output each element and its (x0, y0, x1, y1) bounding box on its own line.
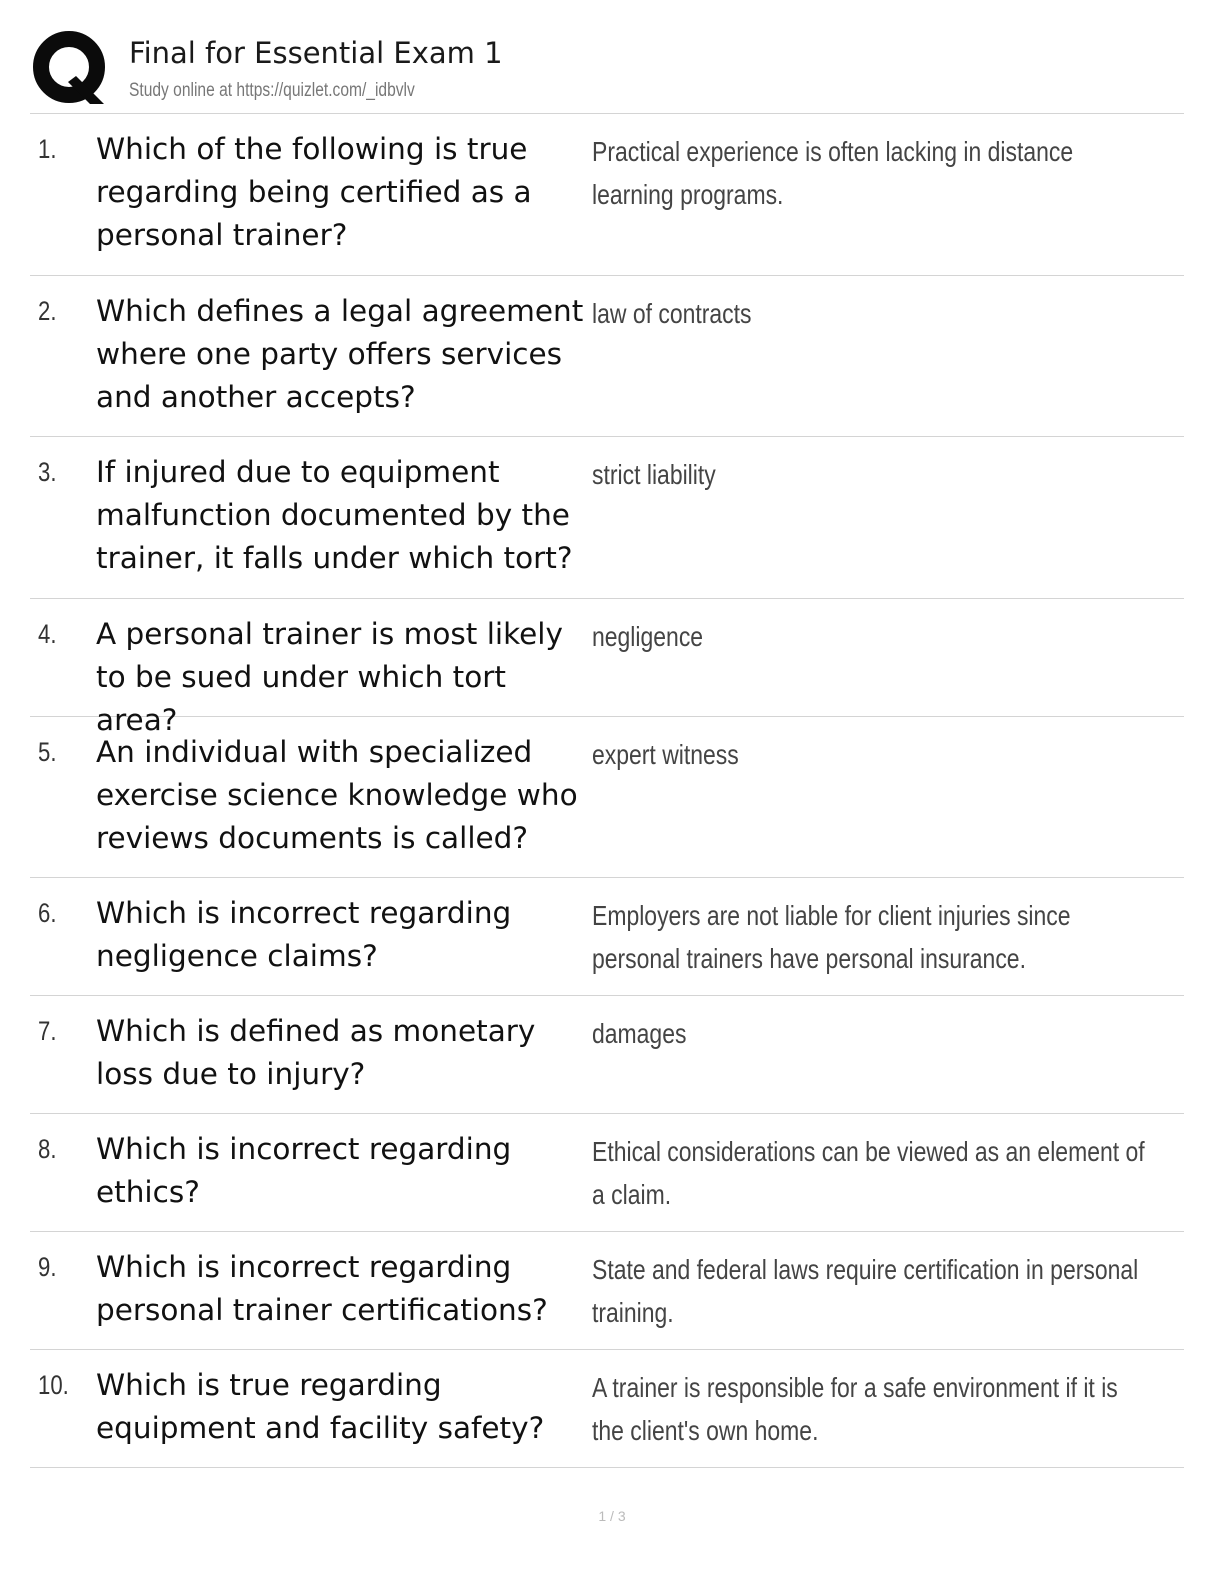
card-number: 8. (38, 1134, 57, 1164)
flashcard-row (30, 717, 1184, 878)
page-number: 1 / 3 (598, 1508, 626, 1524)
flashcard-row (30, 996, 1184, 1114)
card-number: 7. (38, 1016, 57, 1046)
card-definition: strict liability (592, 459, 716, 490)
card-number: 1. (38, 134, 57, 164)
flashcard-row (30, 437, 1184, 599)
flashcard-row (30, 1232, 1184, 1350)
card-number: 10. (38, 1370, 69, 1400)
card-definition: expert witness (592, 739, 739, 770)
card-term: Which of the following is true regarding being certified as a personal trainer? (96, 132, 532, 252)
study-online-link[interactable]: Study online at https://quizlet.com/_idbvlv (129, 80, 415, 101)
card-number: 6. (38, 898, 57, 928)
card-definition: negligence (592, 621, 704, 652)
card-term: Which is true regarding equipment and facility safety? (96, 1368, 545, 1445)
flashcard-row (30, 114, 1184, 276)
card-term: Which is defined as monetary loss due to injury? (96, 1014, 536, 1091)
card-definition: State and federal laws require certification in personal training. (592, 1254, 1139, 1328)
card-term: If injured due to equipment malfunction documented by the trainer, it falls under which tort? (96, 455, 573, 575)
set-title: Final for Essential Exam 1 (129, 36, 503, 70)
flashcard-list (30, 114, 1184, 1468)
card-number: 9. (38, 1252, 57, 1282)
card-term: Which is incorrect regarding ethics? (96, 1132, 512, 1209)
card-term: Which is incorrect regarding personal trainer certifications? (96, 1250, 548, 1327)
flashcard-row (30, 599, 1184, 737)
card-number: 4. (38, 619, 57, 649)
card-term: Which is incorrect regarding negligence claims? (96, 896, 512, 973)
flashcard-row (30, 1350, 1184, 1468)
flashcard-row (30, 1114, 1184, 1232)
flashcard-row (30, 878, 1184, 996)
card-number: 5. (38, 737, 57, 767)
card-term: Which defines a legal agreement where one party offers services and another accepts? (96, 294, 584, 414)
card-term: An individual with specialized exercise science knowledge who reviews documents is called? (96, 735, 578, 855)
card-term: A personal trainer is most likely to be sued under which tort area? (96, 617, 563, 737)
card-definition: Employers are not liable for client injuries since personal trainers have personal insurance. (592, 900, 1071, 974)
flashcard-row (30, 276, 1184, 437)
card-number: 2. (38, 296, 57, 326)
card-number: 3. (38, 457, 57, 487)
card-definition: Ethical considerations can be viewed as an element of a claim. (592, 1136, 1145, 1210)
card-definition: law of contracts (592, 298, 752, 329)
page-header (30, 28, 1186, 114)
card-definition: Practical experience is often lacking in distance learning programs. (592, 136, 1074, 210)
quizlet-logo-icon (32, 30, 108, 108)
card-definition: A trainer is responsible for a safe environment if it is the client's own home. (592, 1372, 1118, 1446)
card-definition: damages (592, 1018, 687, 1049)
